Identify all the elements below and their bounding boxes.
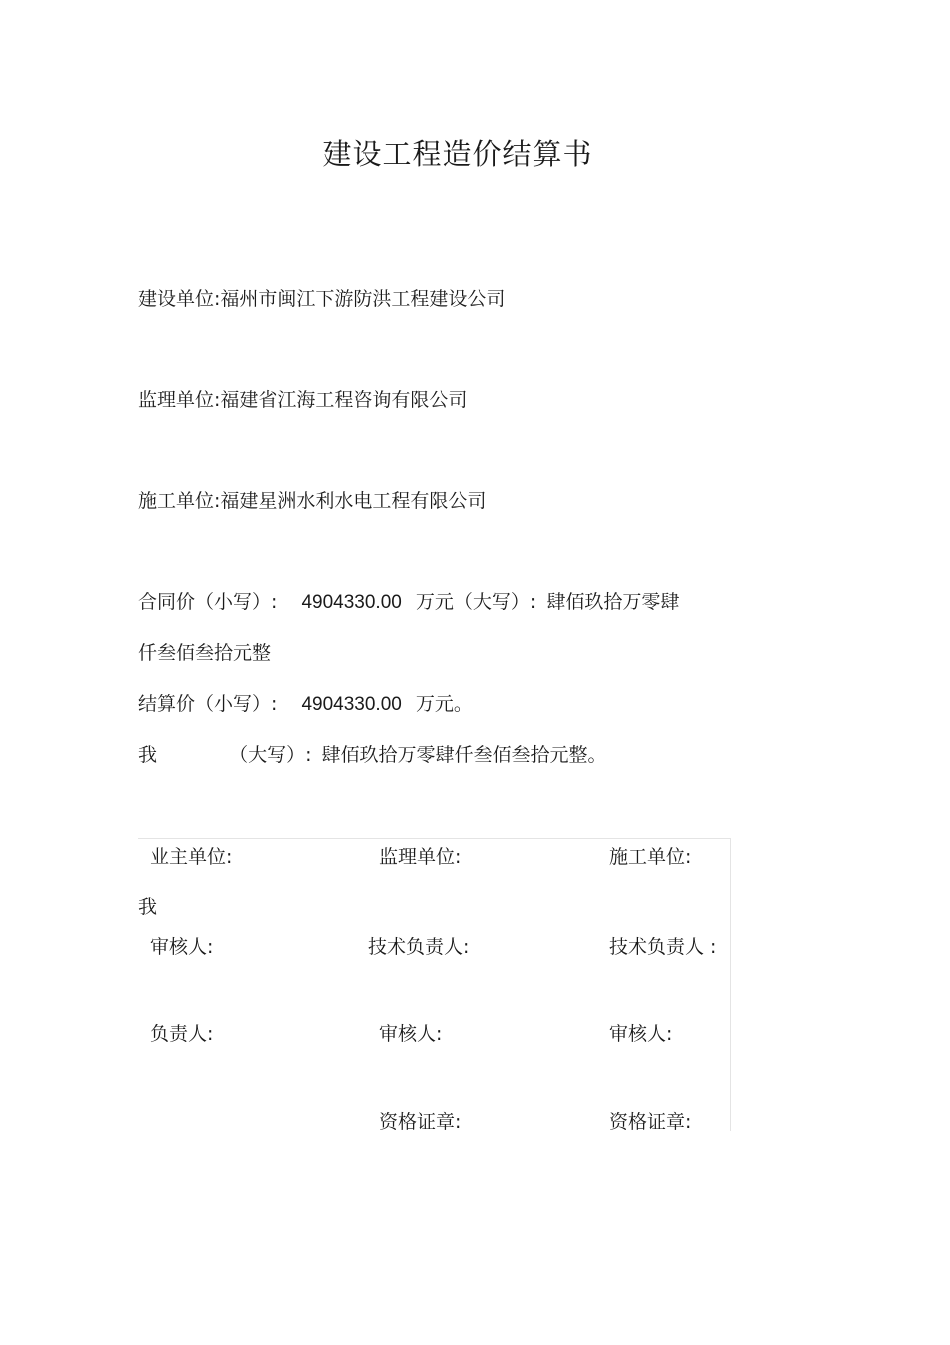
- contract-price-label: 合同价（小写）:: [138, 591, 278, 613]
- construction-unit-line: [138, 284, 505, 311]
- settlement-upper-line: [138, 740, 607, 767]
- supervision-qualification-seal-label: 资格证章:: [379, 1111, 462, 1133]
- settlement-price-amount: 4904330.00: [301, 694, 402, 715]
- settlement-upper-value: 肆佰玖拾万零肆仟叁佰叁拾元整。: [321, 744, 607, 766]
- supervision-unit-signature-label: 监理单位:: [379, 846, 462, 868]
- owner-person-in-charge-label: 负责人:: [150, 1023, 214, 1045]
- contractor-unit-label: 施工单位:: [138, 490, 221, 512]
- settlement-price-label: 结算价（小写）:: [138, 693, 278, 715]
- supervision-reviewer-label: 审核人:: [379, 1023, 443, 1045]
- contract-price-upper-line1: 肆佰玖拾万零肆: [546, 591, 680, 613]
- document-title: 建设工程造价结算书: [322, 137, 593, 171]
- contract-price-line: [138, 587, 679, 614]
- contractor-unit-value: 福建星洲水利水电工程有限公司: [220, 490, 487, 512]
- settlement-price-unit: 万元。: [415, 693, 473, 715]
- stray-character: 我: [138, 896, 158, 918]
- settlement-price-line: [138, 689, 473, 716]
- construction-unit-label: 建设单位:: [138, 288, 221, 310]
- owner-unit-label: 业主单位:: [150, 846, 233, 868]
- contractor-reviewer-label: 审核人:: [609, 1023, 673, 1045]
- signature-table: [138, 838, 731, 1131]
- supervision-unit-label: 监理单位:: [138, 389, 221, 411]
- supervision-tech-lead-label: 技术负责人:: [368, 936, 470, 958]
- contract-price-amount: 4904330.00: [301, 592, 402, 613]
- contract-price-upper-label: 万元（大写）:: [415, 591, 537, 613]
- supervision-unit-value: 福建省江海工程咨询有限公司: [220, 389, 468, 411]
- contractor-qualification-seal-label: 资格证章:: [609, 1111, 692, 1133]
- contractor-unit-line: [138, 486, 486, 513]
- construction-unit-value: 福州市闽江下游防洪工程建设公司: [220, 288, 506, 310]
- settlement-upper-label: （大写）:: [229, 744, 312, 766]
- contract-price-upper-line2: 仟叁佰叁拾元整: [138, 642, 272, 664]
- owner-reviewer-label: 审核人:: [150, 936, 214, 958]
- settlement-prefix: 我: [138, 744, 158, 766]
- supervision-unit-line: [138, 385, 467, 412]
- contractor-unit-signature-label: 施工单位:: [609, 846, 692, 868]
- contractor-tech-lead-label: 技术负责人 :: [609, 936, 717, 958]
